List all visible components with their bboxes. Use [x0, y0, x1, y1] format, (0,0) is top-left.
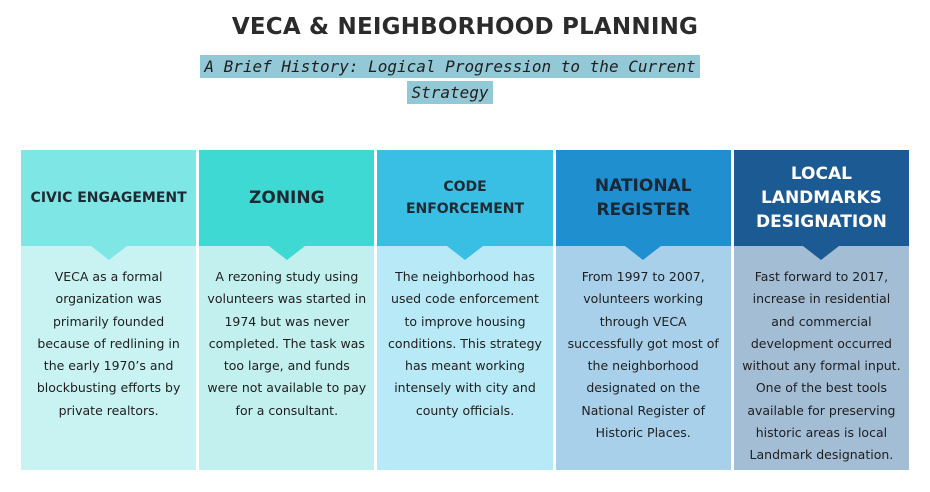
column-heading [734, 150, 909, 246]
column-heading [556, 150, 731, 246]
column-heading-label: CODE ENFORCEMENT [405, 179, 525, 217]
column-heading [199, 150, 374, 246]
column-zoning [199, 150, 374, 470]
column-code-enforcement [377, 150, 552, 470]
column-heading-label: CIVIC ENGAGEMENT [30, 190, 187, 206]
column-heading-label: ZONING [249, 188, 325, 208]
column-civic-engagement [21, 150, 196, 470]
column-heading [21, 150, 196, 246]
column-local-landmarks [734, 150, 909, 470]
column-heading-label: LOCAL LANDMARKS DESIGNATION [755, 164, 887, 232]
column-heading [377, 150, 552, 246]
page-title: VECA & NEIGHBORHOOD PLANNING [231, 14, 699, 40]
column-text: VECA as a formal organization was primarily founded because of redlining in the early 1970’s and blockbusting efforts by private realtors. [21, 246, 196, 470]
column-text: Fast forward to 2017, increase in residential and commercial development occurred without any formal input. One of the best tools available for preserving historic areas is local Landmark designation. [734, 246, 909, 470]
history-columns [21, 150, 909, 470]
column-text: From 1997 to 2007, volunteers working through VECA successfully got most of the neighborhood designated on the National Register of Historic Places. [556, 246, 731, 470]
column-text: A rezoning study using volunteers was started in 1974 but was never completed. The task was too large, and funds were not available to pay for a consultant. [199, 246, 374, 470]
subtitle-text: A Brief History: Logical Progression to the Current Strategy [200, 55, 699, 104]
column-text: The neighborhood has used code enforcement to improve housing conditions. This strategy has meant working intensely with city and county officials. [377, 246, 552, 470]
page-subtitle [190, 54, 710, 106]
column-national-register [556, 150, 731, 470]
column-heading-label: NATIONAL REGISTER [594, 176, 692, 220]
